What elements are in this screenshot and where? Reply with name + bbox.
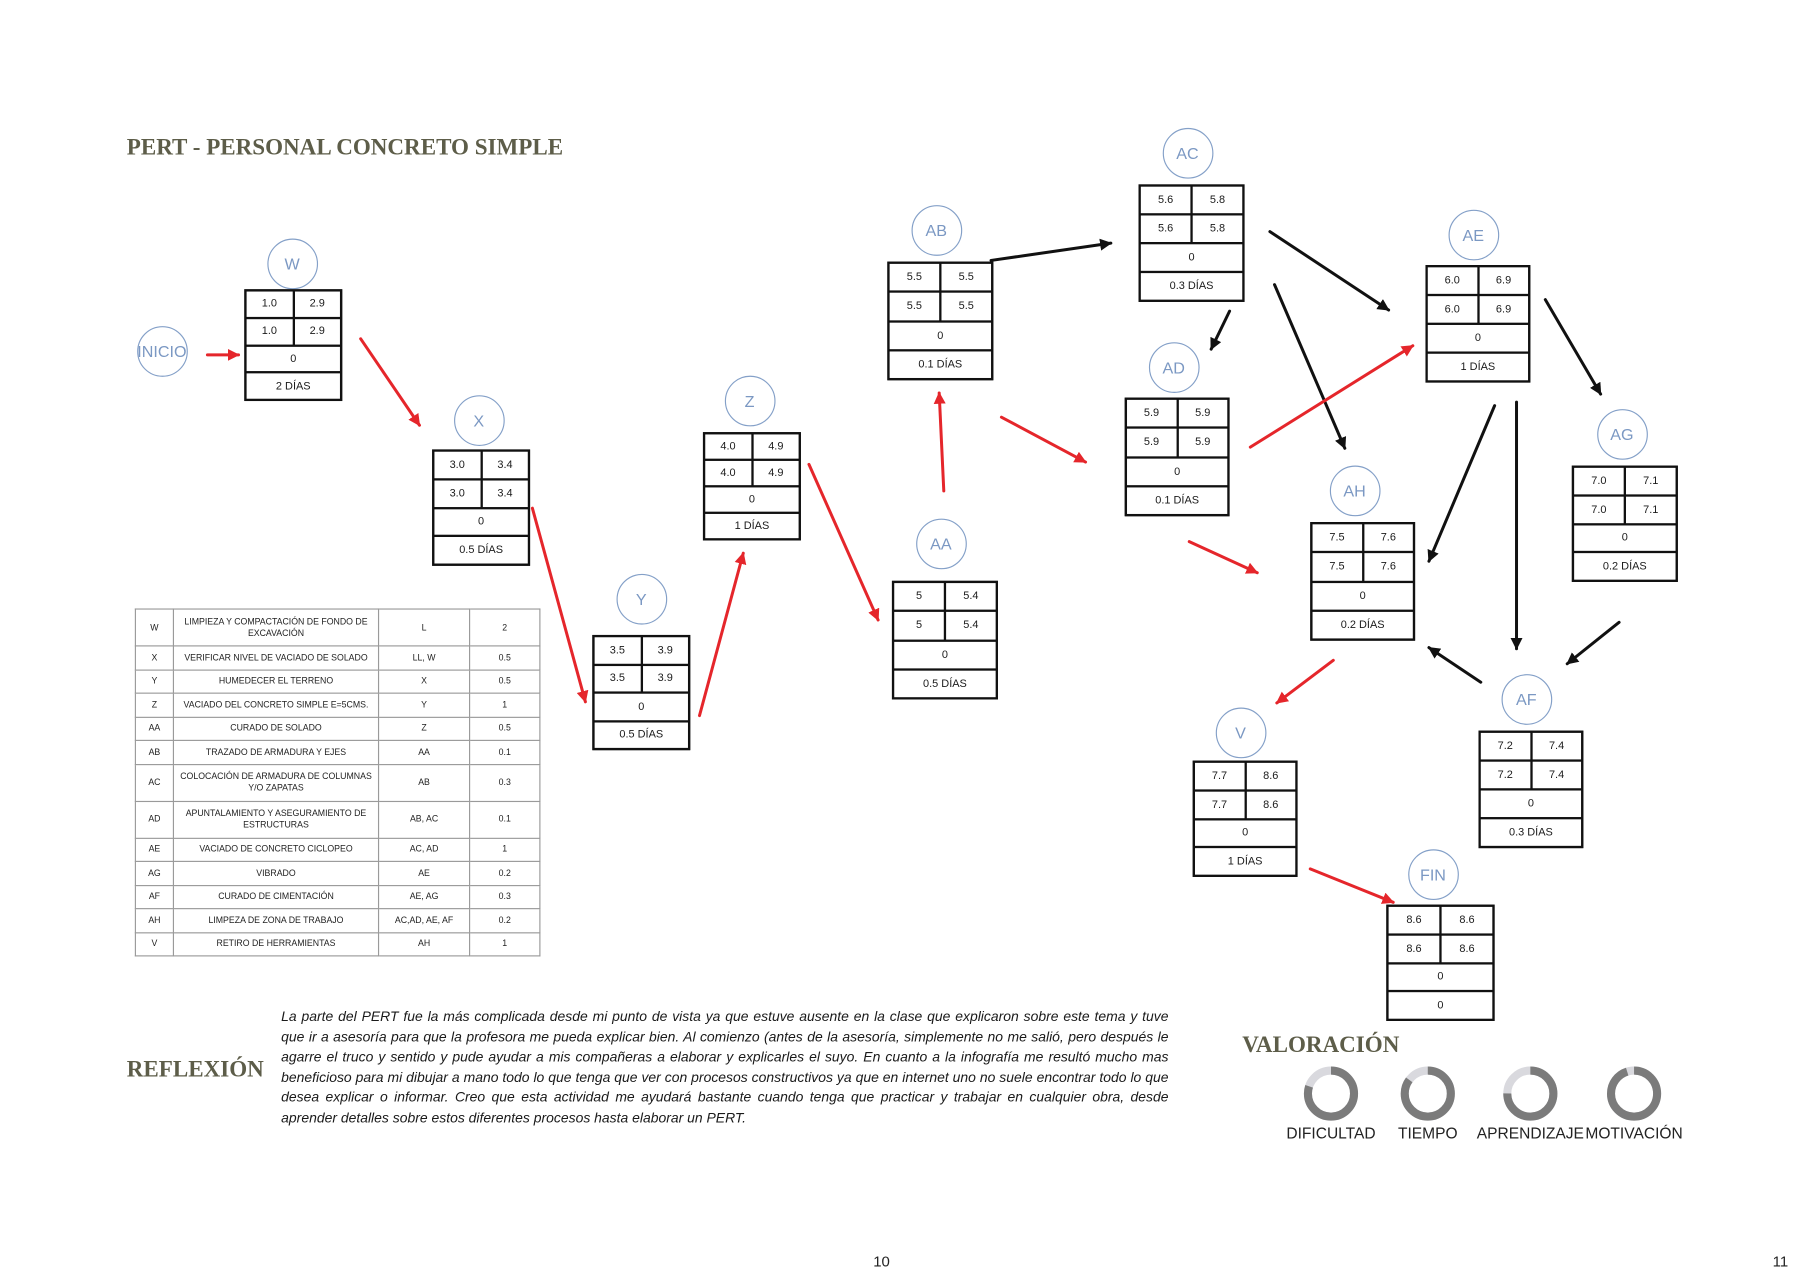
early-start: 4.0	[705, 434, 751, 458]
node-ag-box	[1572, 466, 1678, 582]
duration: 1 DÍAS	[705, 514, 798, 538]
early-start: 8.6	[1389, 907, 1440, 933]
rating-heading: VALORACIÓN	[1242, 1032, 1400, 1058]
late-start: 5.6	[1141, 215, 1191, 242]
late-finish: 5.8	[1193, 215, 1243, 242]
early-start: 3.0	[434, 452, 480, 478]
activity-duration: 0.5	[470, 646, 540, 670]
late-start: 3.0	[434, 480, 480, 506]
dependency-arrow	[1545, 300, 1600, 394]
activity-predecessors: AC,AD, AE, AF	[379, 909, 470, 933]
critical-path-arrow	[939, 393, 944, 491]
early-finish: 5.5	[941, 264, 991, 291]
late-finish: 3.4	[482, 480, 528, 506]
node-label: X	[473, 410, 485, 430]
activity-predecessors: AA	[379, 740, 470, 764]
node-ae-box	[1425, 265, 1530, 383]
activity-row	[135, 609, 539, 646]
dependency-arrow	[1429, 406, 1495, 562]
slack: 0	[1389, 964, 1493, 990]
slack: 0	[434, 509, 527, 535]
rating-label: DIFICULTAD	[1286, 1124, 1376, 1142]
activity-duration: 0.2	[470, 861, 540, 885]
late-finish: 4.9	[753, 461, 799, 485]
slack: 0	[1428, 325, 1528, 352]
activity-description: APUNTALAMIENTO Y ASEGURAMIENTO DE ESTRUCTURAS	[173, 801, 378, 838]
activity-description: CURADO DE SOLADO	[173, 717, 378, 741]
early-finish: 3.4	[482, 452, 528, 478]
late-finish: 7.6	[1364, 553, 1413, 580]
node-label: AF	[1515, 689, 1537, 709]
early-finish: 7.1	[1626, 468, 1676, 494]
early-finish: 8.6	[1442, 907, 1493, 933]
node-label: AB	[925, 220, 948, 240]
activity-description: VERIFICAR NIVEL DE VACIADO DE SOLADO	[173, 646, 378, 670]
activity-predecessors: X	[379, 670, 470, 694]
node-y-box	[592, 635, 690, 750]
node-af-box	[1478, 731, 1583, 849]
activity-duration: 0.1	[470, 740, 540, 764]
activity-code: AG	[135, 861, 173, 885]
slack: 0	[595, 694, 688, 720]
node-ae-circle	[1448, 209, 1499, 260]
node-ah-circle	[1329, 465, 1380, 516]
activity-predecessors: Z	[379, 717, 470, 741]
early-start: 7.7	[1195, 763, 1244, 789]
node-w-box	[244, 289, 342, 401]
slack: 0	[705, 487, 798, 511]
activity-duration: 0.3	[470, 885, 540, 909]
activity-row	[135, 740, 539, 764]
critical-path-arrow	[1310, 869, 1393, 902]
duration: 0.5 DÍAS	[894, 670, 995, 697]
activity-description: LIMPEZA DE ZONA DE TRABAJO	[173, 909, 378, 933]
late-finish: 7.1	[1626, 496, 1676, 522]
early-finish: 2.9	[294, 292, 340, 317]
reflection-heading: REFLEXIÓN	[126, 1056, 264, 1083]
activity-code: AF	[135, 885, 173, 909]
node-aa-circle	[916, 518, 967, 569]
duration: 0.1 DÍAS	[890, 351, 991, 378]
activity-duration: 0.3	[470, 764, 540, 801]
late-start: 5.9	[1127, 429, 1176, 456]
activity-code: V	[135, 932, 173, 956]
activity-predecessors: AB, AC	[379, 801, 470, 838]
activity-predecessors: LL, W	[379, 646, 470, 670]
node-x-box	[432, 449, 530, 565]
node-label: AD	[1162, 357, 1185, 377]
rating-label: MOTIVACIÓN	[1585, 1124, 1683, 1142]
late-finish: 2.9	[294, 319, 340, 344]
activity-predecessors: AE	[379, 861, 470, 885]
activity-row	[135, 693, 539, 717]
activity-code: W	[135, 609, 173, 646]
late-start: 5	[894, 612, 944, 639]
early-start: 7.5	[1313, 524, 1362, 551]
activity-description: COLOCACIÓN DE ARMADURA DE COLUMNAS Y/O ZAPATAS	[173, 764, 378, 801]
start-node-label: INICIO	[137, 341, 187, 361]
activity-predecessors: L	[379, 609, 470, 646]
late-start: 7.0	[1574, 496, 1624, 522]
late-finish: 5.5	[941, 293, 991, 320]
duration: 2 DÍAS	[247, 374, 340, 399]
activity-duration: 1	[470, 838, 540, 862]
node-label: AE	[1462, 225, 1485, 244]
late-start: 5.5	[890, 293, 940, 320]
late-start: 7.7	[1195, 791, 1244, 817]
slack: 0	[894, 641, 995, 668]
duration: 0.5 DÍAS	[434, 537, 527, 563]
activity-predecessors: AE, AG	[379, 885, 470, 909]
activity-row	[135, 764, 539, 801]
activity-row	[135, 670, 539, 694]
duration: 0.3 DÍAS	[1141, 273, 1242, 300]
node-ac-box	[1139, 184, 1245, 302]
node-ad-box	[1125, 398, 1230, 517]
late-finish: 8.6	[1246, 791, 1295, 817]
early-finish: 4.9	[753, 434, 799, 458]
late-start: 8.6	[1389, 935, 1440, 961]
early-start: 1.0	[247, 292, 293, 317]
activity-row	[135, 717, 539, 741]
node-x-circle	[453, 395, 504, 446]
slack: 0	[247, 346, 340, 371]
early-start: 5.9	[1127, 400, 1176, 427]
dependency-arrow	[1270, 232, 1389, 310]
early-start: 5	[894, 583, 944, 610]
early-finish: 5.9	[1178, 400, 1227, 427]
activity-duration: 0.2	[470, 909, 540, 933]
activity-table	[135, 608, 541, 956]
node-w-circle	[267, 238, 318, 289]
activity-code: AC	[135, 764, 173, 801]
node-aa-box	[892, 581, 998, 700]
node-ag-circle	[1597, 409, 1648, 460]
activity-code: AD	[135, 801, 173, 838]
early-finish: 5.8	[1193, 187, 1243, 214]
activity-description: VACIADO DE CONCRETO CICLOPEO	[173, 838, 378, 862]
slack: 0	[1127, 458, 1227, 485]
activity-code: AH	[135, 909, 173, 933]
activity-description: VACIADO DEL CONCRETO SIMPLE E=5CMS.	[173, 693, 378, 717]
duration: 0.2 DÍAS	[1574, 553, 1675, 579]
late-finish: 8.6	[1442, 935, 1493, 961]
slack: 0	[1481, 791, 1581, 818]
dependency-arrow	[1211, 311, 1229, 349]
late-finish: 6.9	[1479, 296, 1528, 323]
node-y-circle	[616, 573, 667, 624]
node-ab-box	[887, 262, 993, 381]
early-finish: 3.9	[642, 637, 688, 663]
early-start: 7.0	[1574, 468, 1624, 494]
activity-duration: 0.5	[470, 717, 540, 741]
late-finish: 5.4	[946, 612, 996, 639]
slack: 0	[1313, 583, 1413, 610]
activity-predecessors: Y	[379, 693, 470, 717]
critical-path-arrow	[699, 553, 743, 715]
node-v-circle	[1215, 707, 1266, 758]
early-finish: 8.6	[1246, 763, 1295, 789]
activity-duration: 2	[470, 609, 540, 646]
duration: 1 DÍAS	[1195, 848, 1295, 874]
activity-row	[135, 909, 539, 933]
dependency-arrow	[1429, 648, 1481, 683]
activity-row	[135, 932, 539, 956]
activity-row	[135, 861, 539, 885]
critical-path-arrow	[809, 464, 878, 620]
rating-label: APRENDIZAJE	[1476, 1124, 1584, 1142]
node-ab-circle	[911, 205, 962, 256]
activity-description: TRAZADO DE ARMADURA Y EJES	[173, 740, 378, 764]
activity-code: Y	[135, 670, 173, 694]
late-finish: 7.4	[1532, 762, 1581, 789]
activity-row	[135, 646, 539, 670]
late-start: 4.0	[705, 461, 751, 485]
slack: 0	[1574, 525, 1675, 551]
late-finish: 5.9	[1178, 429, 1227, 456]
page-title: PERT - PERSONAL CONCRETO SIMPLE	[126, 134, 564, 161]
activity-description: RETIRO DE HERRAMIENTAS	[173, 932, 378, 956]
early-finish: 5.4	[946, 583, 996, 610]
node-label: Z	[744, 391, 755, 410]
late-start: 1.0	[247, 319, 293, 344]
duration: 0.5 DÍAS	[595, 722, 688, 748]
node-label: W	[284, 254, 300, 273]
early-start: 5.5	[890, 264, 940, 291]
reflection-text: La parte del PERT fue la más complicada desde mi punto de vista ya que estuve ausente en la clase que explicaron sobre este tema y tuve que ir a asesoría para que la profesora me pueda explicar bien. Al comienzo (antes de la asesoría, simplemente no me salió, pero después le agarre el truco y sentido y pude ayudar a mis compañeras a elaborar y explicarles el suyo. En cuanto a la infografía me resultó mucho mas beneficioso para mi dibujar a mano todo lo que tenga que ver con procesos constructivos ya que en internet uno no suele encontrar todo lo que desea explicar o informar. Creo que esta actividad me ayudará bastante cuando tenga que practicar y trabajar en cualquier obra, desde aprender detalles sobre estos diferentes procesos hasta elaborar un PERT.	[281, 1008, 1169, 1126]
early-finish: 7.4	[1532, 733, 1581, 760]
late-start: 7.5	[1313, 553, 1362, 580]
dependency-arrow	[991, 243, 1111, 260]
dependency-arrow	[1567, 622, 1619, 663]
node-label: FIN	[1419, 864, 1446, 884]
slack: 0	[1141, 244, 1242, 271]
activity-duration: 1	[470, 932, 540, 956]
late-finish: 3.9	[642, 665, 688, 691]
page-number-left: 10	[873, 1252, 890, 1270]
activity-duration: 0.1	[470, 801, 540, 838]
early-start: 5.6	[1141, 187, 1191, 214]
duration: 0.3 DÍAS	[1481, 819, 1581, 846]
node-z-box	[703, 432, 801, 540]
duration: 1 DÍAS	[1428, 354, 1528, 381]
activity-predecessors: AC, AD	[379, 838, 470, 862]
activity-table-body	[135, 609, 539, 956]
critical-path-arrow	[1001, 417, 1085, 462]
node-v-box	[1193, 761, 1298, 877]
activity-description: VIBRADO	[173, 861, 378, 885]
early-start: 3.5	[595, 637, 641, 663]
activity-predecessors: AH	[379, 932, 470, 956]
critical-path-arrow	[1277, 660, 1333, 703]
start-node	[137, 326, 188, 377]
duration: 0.1 DÍAS	[1127, 487, 1227, 514]
late-start: 3.5	[595, 665, 641, 691]
activity-row	[135, 885, 539, 909]
activity-predecessors: AB	[379, 764, 470, 801]
critical-path-arrow	[1250, 346, 1412, 447]
node-label: Y	[635, 589, 647, 608]
activity-duration: 1	[470, 693, 540, 717]
node-ah-box	[1310, 522, 1415, 641]
node-label: V	[1235, 723, 1246, 742]
duration: 0.2 DÍAS	[1313, 612, 1413, 639]
node-af-circle	[1501, 674, 1552, 725]
activity-description: HUMEDECER EL TERRENO	[173, 670, 378, 694]
node-label: AG	[1610, 424, 1634, 444]
early-start: 6.0	[1428, 267, 1477, 294]
activity-description: CURADO DE CIMENTACIÓN	[173, 885, 378, 909]
activity-code: AA	[135, 717, 173, 741]
critical-path-arrow	[1189, 542, 1257, 573]
slack: 0	[890, 322, 991, 349]
activity-code: X	[135, 646, 173, 670]
activity-code: AE	[135, 838, 173, 862]
early-finish: 7.6	[1364, 524, 1413, 551]
node-fin-box	[1386, 905, 1494, 1021]
node-z-circle	[724, 375, 775, 426]
activity-duration: 0.5	[470, 670, 540, 694]
early-start: 7.2	[1481, 733, 1530, 760]
node-ad-circle	[1148, 342, 1199, 393]
node-label: AC	[1176, 143, 1199, 162]
activity-code: AB	[135, 740, 173, 764]
duration: 0	[1389, 992, 1493, 1018]
critical-path-arrow	[361, 339, 420, 425]
late-start: 7.2	[1481, 762, 1530, 789]
late-start: 6.0	[1428, 296, 1477, 323]
activity-row	[135, 801, 539, 838]
activity-description: LIMPIEZA Y COMPACTACIÓN DE FONDO DE EXCAVACIÓN	[173, 609, 378, 646]
node-label: AH	[1343, 481, 1366, 500]
rating-label: TIEMPO	[1397, 1124, 1458, 1142]
node-ac-circle	[1162, 127, 1213, 178]
node-label: AA	[930, 534, 952, 553]
activity-code: Z	[135, 693, 173, 717]
activity-row	[135, 838, 539, 862]
node-fin-circle	[1408, 849, 1459, 900]
slack: 0	[1195, 820, 1295, 846]
early-finish: 6.9	[1479, 267, 1528, 294]
page-number-right: 11	[1772, 1252, 1789, 1270]
